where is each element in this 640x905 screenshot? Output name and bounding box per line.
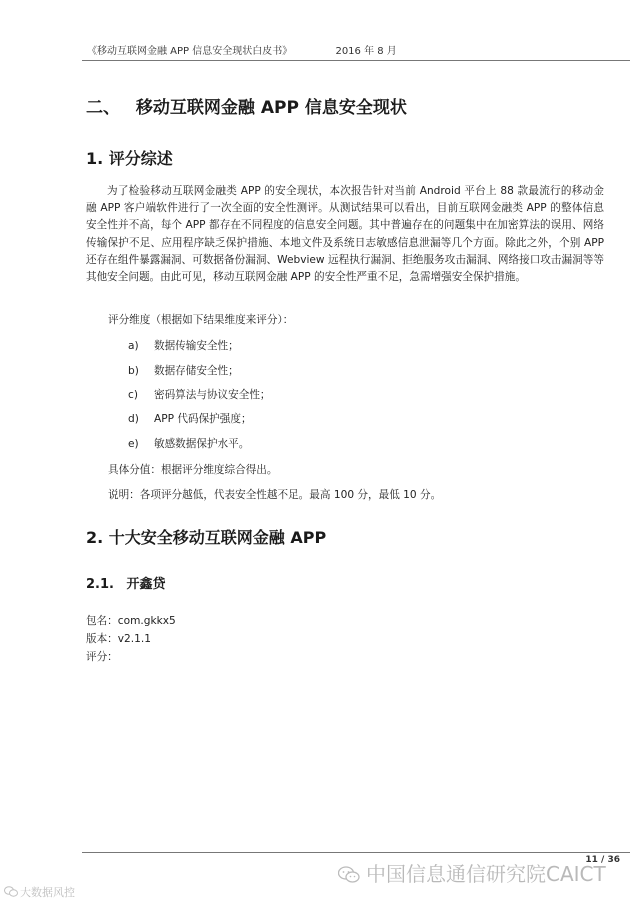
watermark-caict (338, 858, 606, 887)
page-number: 11 / 36 (585, 855, 620, 865)
criteria-intro: 评分维度（根据如下结果维度来评分）： (108, 314, 294, 326)
criteria-item-c (128, 387, 271, 402)
criteria-item-e (128, 436, 249, 451)
criteria-marker: c) (128, 389, 138, 401)
criteria-item-d (128, 411, 252, 426)
running-header (87, 42, 437, 57)
section-number: 二、 (86, 98, 120, 118)
app-number: 2.1. (86, 577, 114, 592)
score-explanation: 说明：各项评分越低，代表安全性越不足。最高 100 分，最低 10 分。 (108, 489, 442, 501)
criteria-text: 密码算法与协议安全性； (154, 389, 271, 401)
header-date: 2016 年 8 月 (335, 46, 397, 57)
watermark-fengkong (4, 884, 75, 900)
section-heading (86, 93, 407, 118)
score-note: 具体分值：根据评分维度综合得出。 (108, 464, 278, 476)
criteria-marker: d) (128, 413, 139, 425)
criteria-text: 敏感数据保护水平。 (154, 438, 250, 450)
criteria-item-b (128, 363, 239, 378)
criteria-text: 数据传输安全性； (154, 340, 239, 352)
watermark-text: 中国信息通信研究院CAICT (366, 862, 606, 886)
app-name: 开鑫贷 (126, 577, 166, 592)
section-title: 移动互联网金融 APP 信息安全现状 (135, 98, 407, 118)
criteria-marker: b) (128, 365, 139, 377)
header-doc-title: 《移动互联网金融 APP 信息安全现状白皮书》 (87, 46, 293, 57)
subsection-2-heading: 2. 十大安全移动互联网金融 APP (86, 528, 327, 547)
criteria-item-a (128, 338, 239, 353)
footer-rule (82, 852, 630, 853)
wechat-icon (338, 866, 360, 884)
criteria-marker: e) (128, 438, 139, 450)
app-heading (86, 573, 166, 592)
app-package: 包名：com.gkkx5 (86, 615, 176, 627)
criteria-marker: a) (128, 340, 139, 352)
wechat-icon (4, 886, 18, 897)
overview-paragraph: 为了检验移动互联网金融类 APP 的安全现状，本次报告针对当前 Android 平台上 88 款最流行的移动金融 APP 客户端软件进行了一次全面的安全性测评。从测试结果可以看出，目前互联网金融类 APP 的整体信息安全性并不高，每个 APP 都存在不同程度的信息安全问题。其中普遍存在的问题集中在加密算法的误用、网络传输保护不足、应用程序缺乏保护措施、本地文件及系统日志敏感信息泄漏等几个方面。除此之外，个别 APP 还存在组件暴露漏洞、可数据备份漏洞、Webview 远程执行漏洞、拒绝服务攻击漏洞、网络接口攻击漏洞等等其他安全问题。由此可见，移动互联网金融 APP 的安全性严重不足，急需增强安全保护措施。 (86, 185, 604, 284)
subsection-1-heading: 1. 评分综述 (86, 149, 173, 168)
app-version: 版本：v2.1.1 (86, 633, 152, 645)
watermark-left-text: 大数据风控 (20, 886, 75, 899)
header-rule (82, 60, 630, 61)
app-score: 评分： (86, 651, 118, 663)
criteria-text: APP 代码保护强度； (154, 413, 252, 425)
criteria-text: 数据存储安全性； (154, 365, 239, 377)
